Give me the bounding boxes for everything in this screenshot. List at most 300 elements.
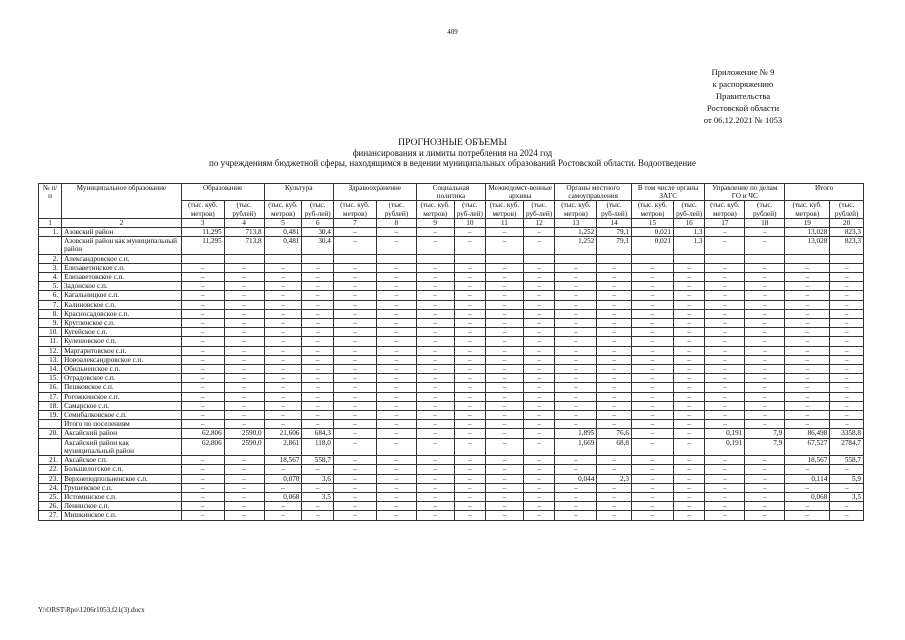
row-value: – bbox=[181, 282, 224, 291]
row-value: – bbox=[416, 273, 454, 282]
row-value: – bbox=[302, 365, 334, 374]
row-value: – bbox=[523, 383, 555, 392]
row-value: 713,8 bbox=[224, 237, 264, 254]
row-value: – bbox=[705, 411, 745, 420]
row-value: – bbox=[454, 263, 485, 272]
header-unit: (тыс. руб-лей) bbox=[454, 201, 485, 218]
row-value: – bbox=[454, 300, 485, 309]
row-value: – bbox=[181, 465, 224, 474]
row-value: – bbox=[224, 291, 264, 300]
row-value: – bbox=[705, 392, 745, 401]
row-municipality: Аксайский район bbox=[62, 429, 182, 438]
row-value: – bbox=[333, 374, 376, 383]
row-value: – bbox=[416, 300, 454, 309]
row-value: – bbox=[523, 502, 555, 511]
row-value: 13,028 bbox=[785, 237, 830, 254]
row-value: – bbox=[264, 483, 302, 492]
row-value: – bbox=[830, 355, 864, 364]
row-value: 0,481 bbox=[264, 237, 302, 254]
row-value bbox=[673, 254, 705, 263]
row-value: – bbox=[416, 355, 454, 364]
header-unit: (тыс. рублей) bbox=[376, 201, 416, 218]
row-value: 1,252 bbox=[555, 228, 597, 237]
row-value bbox=[830, 254, 864, 263]
row-value: – bbox=[376, 511, 416, 520]
row-value: – bbox=[416, 411, 454, 420]
header-group: Органы местного самоуправления bbox=[555, 184, 632, 201]
row-value: – bbox=[454, 420, 485, 429]
table-row bbox=[39, 511, 864, 520]
row-value: – bbox=[523, 328, 555, 337]
row-value: – bbox=[705, 374, 745, 383]
row-value: – bbox=[416, 365, 454, 374]
row-value: – bbox=[673, 392, 705, 401]
row-value: – bbox=[673, 309, 705, 318]
row-value: – bbox=[302, 263, 334, 272]
row-value: – bbox=[376, 502, 416, 511]
row-value: – bbox=[333, 456, 376, 465]
row-municipality: Семибалковское с.п. bbox=[62, 411, 182, 420]
row-value: – bbox=[785, 374, 830, 383]
row-value: – bbox=[486, 374, 524, 383]
row-value: – bbox=[705, 456, 745, 465]
row-value: – bbox=[376, 319, 416, 328]
row-value: – bbox=[376, 228, 416, 237]
table-row bbox=[39, 328, 864, 337]
row-value: 1,895 bbox=[555, 429, 597, 438]
row-value: – bbox=[673, 438, 705, 455]
table-row bbox=[39, 228, 864, 237]
row-value: – bbox=[264, 282, 302, 291]
appendix-line: Правительства bbox=[715, 91, 771, 101]
row-value: 823,3 bbox=[830, 228, 864, 237]
row-value: – bbox=[785, 365, 830, 374]
row-municipality: Задонское с.п. bbox=[62, 282, 182, 291]
column-number: 9 bbox=[416, 218, 454, 227]
row-municipality: Азовский район как муниципальный район bbox=[62, 237, 182, 254]
row-value: – bbox=[181, 365, 224, 374]
row-value: – bbox=[224, 355, 264, 364]
row-value: 18,567 bbox=[264, 456, 302, 465]
row-value: 18,567 bbox=[785, 456, 830, 465]
row-value: – bbox=[454, 282, 485, 291]
row-value: – bbox=[673, 365, 705, 374]
row-value: – bbox=[416, 282, 454, 291]
row-value: – bbox=[785, 346, 830, 355]
row-value: – bbox=[555, 300, 597, 309]
row-value: – bbox=[486, 346, 524, 355]
row-value: – bbox=[486, 237, 524, 254]
row-value: – bbox=[486, 328, 524, 337]
row-value: – bbox=[454, 237, 485, 254]
row-value: – bbox=[181, 346, 224, 355]
row-value: – bbox=[673, 273, 705, 282]
row-municipality: Калиновское с.п. bbox=[62, 300, 182, 309]
row-value: – bbox=[745, 383, 785, 392]
row-number: 1. bbox=[39, 228, 62, 237]
row-value: – bbox=[555, 401, 597, 410]
row-value: 0,021 bbox=[631, 228, 673, 237]
row-value: – bbox=[631, 392, 673, 401]
row-value: – bbox=[454, 511, 485, 520]
row-value: – bbox=[333, 483, 376, 492]
header-group: Культура bbox=[264, 184, 333, 201]
row-value: – bbox=[376, 309, 416, 318]
file-path-footer: Y:\ORST\Rpo\1206r1053.f21(3).docx bbox=[38, 606, 145, 614]
header-unit: (тыс. руб-лей) bbox=[673, 201, 705, 218]
row-value: 79,1 bbox=[597, 228, 632, 237]
row-value: – bbox=[302, 401, 334, 410]
row-value: – bbox=[416, 474, 454, 483]
row-value: – bbox=[302, 300, 334, 309]
row-value: – bbox=[597, 383, 632, 392]
row-value: – bbox=[673, 383, 705, 392]
row-value: – bbox=[264, 273, 302, 282]
data-table bbox=[38, 183, 864, 521]
row-value: – bbox=[224, 263, 264, 272]
row-value: – bbox=[673, 411, 705, 420]
row-value: 1,669 bbox=[555, 438, 597, 455]
table-row bbox=[39, 483, 864, 492]
table-row bbox=[39, 429, 864, 438]
row-value: – bbox=[376, 483, 416, 492]
row-municipality: Маргаритовское с.п. bbox=[62, 346, 182, 355]
row-value: – bbox=[224, 346, 264, 355]
row-value bbox=[745, 254, 785, 263]
row-value: – bbox=[302, 273, 334, 282]
row-value: – bbox=[555, 337, 597, 346]
row-value: 684,3 bbox=[302, 429, 334, 438]
header-unit: (тыс. куб. метров) bbox=[333, 201, 376, 218]
row-value: – bbox=[631, 328, 673, 337]
row-value: – bbox=[523, 319, 555, 328]
row-value: 7,9 bbox=[745, 429, 785, 438]
row-value: – bbox=[376, 365, 416, 374]
row-value: – bbox=[523, 365, 555, 374]
row-number: 11. bbox=[39, 337, 62, 346]
row-value: – bbox=[181, 309, 224, 318]
row-value: – bbox=[745, 411, 785, 420]
row-value: – bbox=[224, 337, 264, 346]
row-value: – bbox=[830, 337, 864, 346]
row-municipality: Итого по поселениям bbox=[62, 420, 182, 429]
row-value: – bbox=[416, 502, 454, 511]
row-value: – bbox=[673, 465, 705, 474]
row-value: – bbox=[376, 465, 416, 474]
row-value: 21,606 bbox=[264, 429, 302, 438]
row-value: – bbox=[673, 291, 705, 300]
row-value: – bbox=[673, 420, 705, 429]
row-value: – bbox=[181, 263, 224, 272]
row-value: – bbox=[454, 228, 485, 237]
row-value: – bbox=[416, 492, 454, 501]
row-value: 3,5 bbox=[302, 492, 334, 501]
title-line-2: финансирования и лимиты потребления на 2024 год bbox=[352, 148, 553, 158]
row-value: – bbox=[830, 420, 864, 429]
row-value: – bbox=[333, 346, 376, 355]
row-value: – bbox=[745, 282, 785, 291]
row-value: – bbox=[376, 374, 416, 383]
row-value: – bbox=[333, 429, 376, 438]
row-value: 67,527 bbox=[785, 438, 830, 455]
row-value: – bbox=[376, 263, 416, 272]
row-value: – bbox=[705, 319, 745, 328]
row-municipality: Елизаветовское с.п. bbox=[62, 273, 182, 282]
row-value: – bbox=[597, 511, 632, 520]
row-value: – bbox=[631, 346, 673, 355]
table-row bbox=[39, 420, 864, 429]
row-value: – bbox=[224, 474, 264, 483]
row-value: – bbox=[705, 282, 745, 291]
row-value: – bbox=[705, 420, 745, 429]
row-value: – bbox=[376, 337, 416, 346]
row-value: – bbox=[785, 309, 830, 318]
row-value: – bbox=[416, 291, 454, 300]
row-value: – bbox=[597, 309, 632, 318]
row-value: – bbox=[745, 374, 785, 383]
header-unit: (тыс. рублей) bbox=[224, 201, 264, 218]
row-value: – bbox=[673, 300, 705, 309]
row-value: – bbox=[830, 365, 864, 374]
row-value: – bbox=[333, 511, 376, 520]
row-municipality: Отрадовское с.п. bbox=[62, 374, 182, 383]
row-value bbox=[181, 254, 224, 263]
header-unit: (тыс. руб-лей) bbox=[302, 201, 334, 218]
table-row bbox=[39, 365, 864, 374]
row-value: – bbox=[333, 291, 376, 300]
row-value: – bbox=[264, 309, 302, 318]
row-value: – bbox=[523, 456, 555, 465]
header-group: В том числе органы ЗАГС bbox=[631, 184, 704, 201]
row-value: – bbox=[523, 438, 555, 455]
row-value: – bbox=[416, 456, 454, 465]
row-value: – bbox=[224, 492, 264, 501]
row-value: – bbox=[785, 420, 830, 429]
row-value: – bbox=[302, 420, 334, 429]
row-value: – bbox=[486, 492, 524, 501]
row-value: – bbox=[830, 411, 864, 420]
document-title bbox=[0, 138, 905, 168]
row-value: – bbox=[745, 511, 785, 520]
row-value: – bbox=[597, 365, 632, 374]
row-value: – bbox=[631, 374, 673, 383]
row-value: – bbox=[523, 273, 555, 282]
row-value: – bbox=[454, 502, 485, 511]
row-value: – bbox=[705, 511, 745, 520]
row-value: – bbox=[264, 328, 302, 337]
row-value: – bbox=[264, 401, 302, 410]
row-number: 22. bbox=[39, 465, 62, 474]
row-municipality: Мишкинское с.п. bbox=[62, 511, 182, 520]
row-value: – bbox=[486, 429, 524, 438]
row-value: – bbox=[454, 392, 485, 401]
row-municipality: Самарское с.п. bbox=[62, 401, 182, 410]
row-value: – bbox=[416, 346, 454, 355]
row-municipality: Кругленское с.п. bbox=[62, 319, 182, 328]
row-number: 5. bbox=[39, 282, 62, 291]
row-value: – bbox=[523, 474, 555, 483]
appendix-line: от 06.12.2021 № 1053 bbox=[703, 115, 783, 125]
row-value: – bbox=[673, 282, 705, 291]
row-value: – bbox=[745, 465, 785, 474]
row-value: – bbox=[745, 337, 785, 346]
row-value bbox=[302, 254, 334, 263]
row-value: – bbox=[705, 337, 745, 346]
row-value: – bbox=[302, 483, 334, 492]
row-value: – bbox=[745, 365, 785, 374]
row-value: – bbox=[745, 392, 785, 401]
row-value: – bbox=[745, 502, 785, 511]
row-value: – bbox=[416, 319, 454, 328]
row-value: – bbox=[705, 492, 745, 501]
row-value: – bbox=[830, 263, 864, 272]
row-value: – bbox=[705, 346, 745, 355]
row-value: – bbox=[486, 474, 524, 483]
row-value: – bbox=[333, 309, 376, 318]
row-municipality: Кагальницкое с.п. bbox=[62, 291, 182, 300]
row-value: – bbox=[302, 337, 334, 346]
row-value: – bbox=[785, 465, 830, 474]
row-value: – bbox=[705, 273, 745, 282]
row-municipality: Ленинское с.п. bbox=[62, 502, 182, 511]
row-value: – bbox=[333, 492, 376, 501]
row-value: 0,481 bbox=[264, 228, 302, 237]
row-value: – bbox=[830, 392, 864, 401]
row-value: 0,044 bbox=[555, 474, 597, 483]
row-value: – bbox=[376, 291, 416, 300]
row-value: – bbox=[705, 328, 745, 337]
row-value: – bbox=[631, 300, 673, 309]
row-value: – bbox=[333, 502, 376, 511]
row-value: – bbox=[302, 465, 334, 474]
row-value: 1,3 bbox=[673, 237, 705, 254]
row-value bbox=[705, 254, 745, 263]
row-value: – bbox=[376, 492, 416, 501]
row-value: – bbox=[705, 263, 745, 272]
row-value: – bbox=[454, 401, 485, 410]
row-value: – bbox=[597, 456, 632, 465]
row-value: – bbox=[486, 511, 524, 520]
row-value: – bbox=[181, 411, 224, 420]
row-value: – bbox=[454, 319, 485, 328]
row-value: – bbox=[486, 282, 524, 291]
row-value: – bbox=[555, 319, 597, 328]
row-value: – bbox=[745, 474, 785, 483]
row-value: – bbox=[486, 337, 524, 346]
row-value: – bbox=[555, 492, 597, 501]
row-value: – bbox=[302, 309, 334, 318]
row-value: – bbox=[745, 420, 785, 429]
header-group: Социальная политика bbox=[416, 184, 485, 201]
row-value: – bbox=[264, 383, 302, 392]
header-unit: (тыс. куб. метров) bbox=[555, 201, 597, 218]
row-value: – bbox=[597, 291, 632, 300]
row-value: – bbox=[486, 456, 524, 465]
row-value: – bbox=[454, 383, 485, 392]
row-value: – bbox=[333, 300, 376, 309]
row-value: – bbox=[181, 300, 224, 309]
row-number bbox=[39, 420, 62, 429]
row-value: – bbox=[376, 383, 416, 392]
row-municipality: Пешковское с.п. bbox=[62, 383, 182, 392]
table-row bbox=[39, 319, 864, 328]
row-value: – bbox=[181, 392, 224, 401]
row-number: 15. bbox=[39, 374, 62, 383]
row-value: – bbox=[631, 263, 673, 272]
row-value: 62,806 bbox=[181, 438, 224, 455]
row-value: 118,0 bbox=[302, 438, 334, 455]
row-number: 7. bbox=[39, 300, 62, 309]
row-value: – bbox=[302, 282, 334, 291]
row-value: – bbox=[705, 355, 745, 364]
row-value: – bbox=[523, 228, 555, 237]
row-value: – bbox=[555, 465, 597, 474]
row-value: – bbox=[597, 263, 632, 272]
row-value: – bbox=[555, 374, 597, 383]
row-value: – bbox=[454, 438, 485, 455]
row-value: – bbox=[705, 365, 745, 374]
row-value: – bbox=[264, 337, 302, 346]
row-value: 79,1 bbox=[597, 237, 632, 254]
row-value: – bbox=[454, 328, 485, 337]
row-value: – bbox=[224, 411, 264, 420]
header-unit: (тыс. рублей) bbox=[745, 201, 785, 218]
header-unit: (тыс. рублей) bbox=[830, 201, 864, 218]
row-value: – bbox=[181, 492, 224, 501]
row-municipality: Кугейское с.п. bbox=[62, 328, 182, 337]
row-value: – bbox=[785, 319, 830, 328]
row-value: – bbox=[785, 411, 830, 420]
row-value: – bbox=[785, 328, 830, 337]
row-value: – bbox=[224, 456, 264, 465]
header-unit: (тыс. куб. метров) bbox=[631, 201, 673, 218]
table-row bbox=[39, 273, 864, 282]
row-value: – bbox=[454, 309, 485, 318]
table-row bbox=[39, 237, 864, 254]
row-value: – bbox=[555, 392, 597, 401]
row-value: 823,3 bbox=[830, 237, 864, 254]
row-value: 13,028 bbox=[785, 228, 830, 237]
row-value: – bbox=[376, 411, 416, 420]
row-value: – bbox=[376, 392, 416, 401]
row-value: – bbox=[486, 228, 524, 237]
row-value: – bbox=[224, 319, 264, 328]
row-value: – bbox=[745, 328, 785, 337]
row-value: – bbox=[631, 483, 673, 492]
row-value: – bbox=[673, 456, 705, 465]
row-value: – bbox=[673, 337, 705, 346]
row-value: 68,8 bbox=[597, 438, 632, 455]
row-value: – bbox=[523, 420, 555, 429]
row-value: – bbox=[181, 383, 224, 392]
row-value: – bbox=[597, 420, 632, 429]
row-value: – bbox=[454, 346, 485, 355]
row-value: – bbox=[597, 328, 632, 337]
row-value: – bbox=[705, 383, 745, 392]
row-value: – bbox=[181, 502, 224, 511]
table-row bbox=[39, 291, 864, 300]
column-number: 2 bbox=[62, 218, 182, 227]
row-value: 11,295 bbox=[181, 228, 224, 237]
row-value: – bbox=[523, 237, 555, 254]
row-value: – bbox=[486, 401, 524, 410]
row-value: – bbox=[486, 319, 524, 328]
row-value: – bbox=[597, 374, 632, 383]
table-row bbox=[39, 355, 864, 364]
row-value: – bbox=[264, 511, 302, 520]
title-line-1: ПРОГНОЗНЫЕ ОБЪЕМЫ bbox=[398, 137, 507, 148]
title-line-3: по учреждениям бюджетной сферы, находящимся в ведении муниципальных образований Ростовской области. Водоотведение bbox=[209, 158, 696, 168]
